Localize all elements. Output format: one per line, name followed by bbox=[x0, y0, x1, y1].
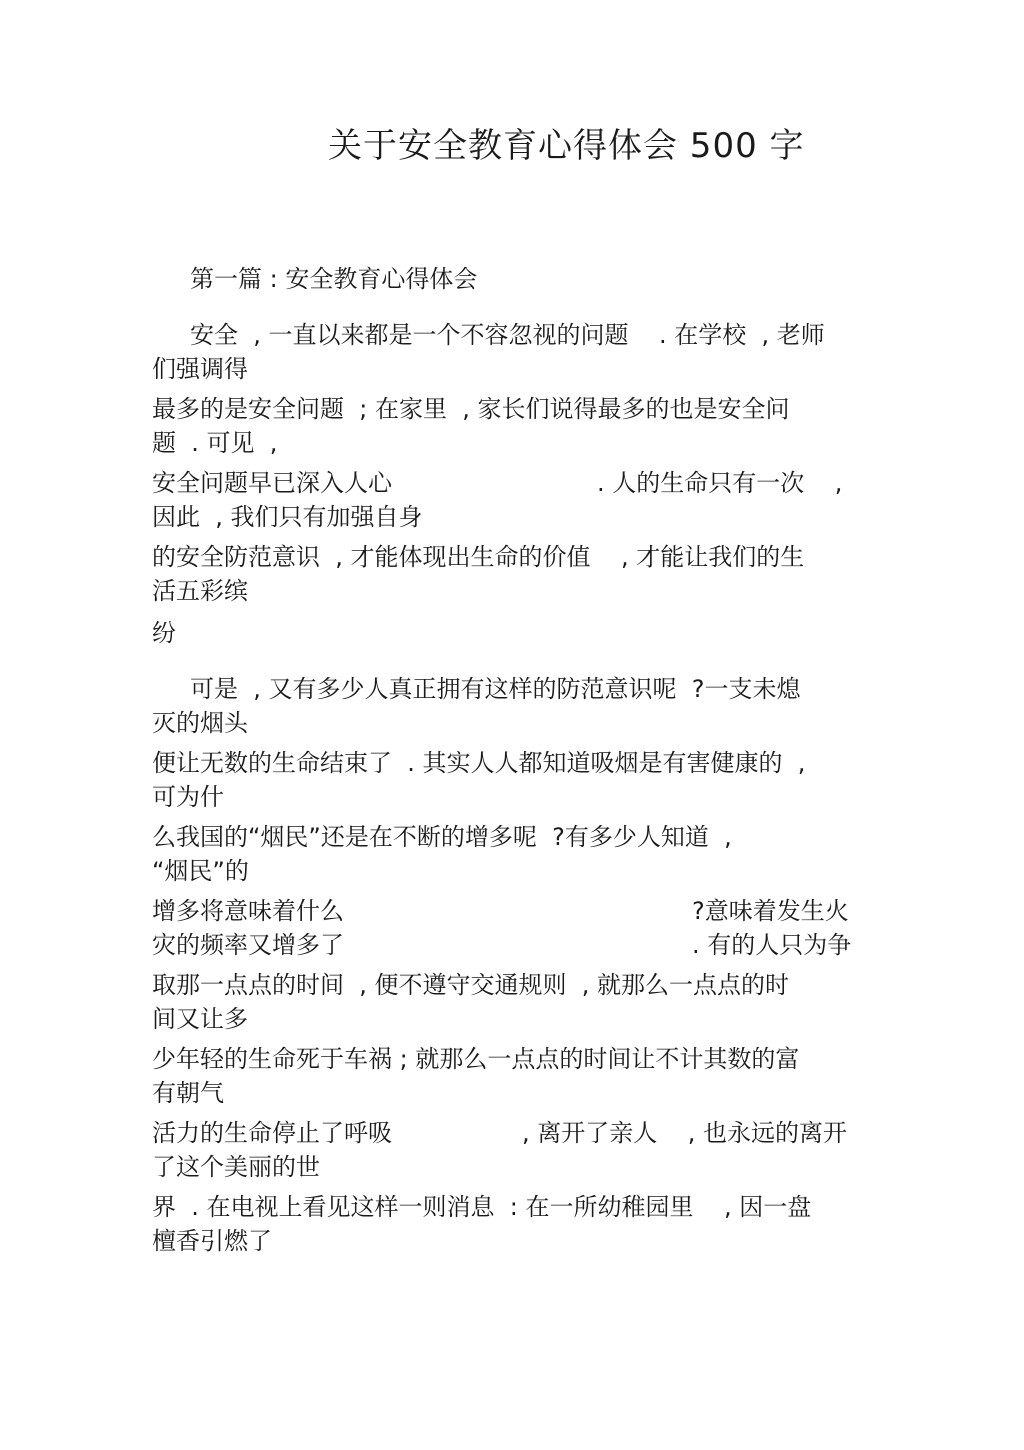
paragraph-line: 么我国的“烟民”还是在不断的增多呢 ?有多少人知道 , bbox=[152, 823, 732, 851]
paragraph-line: 了这个美丽的世 bbox=[152, 1153, 320, 1181]
paragraph-line: 界 . 在电视上看见这样一则消息 : 在一所幼稚园里 , 因一盘 bbox=[152, 1193, 812, 1221]
paragraph-line: 因此 , 我们只有加强自身 bbox=[152, 503, 423, 531]
paragraph-line-fragment: , 离开了亲人 , 也永远的离开 bbox=[522, 1119, 848, 1147]
paragraph-line: 灾的频率又增多了 bbox=[152, 931, 344, 959]
paragraph-line: 灭的烟头 bbox=[152, 709, 248, 737]
paragraph-line: 檀香引燃了 bbox=[152, 1227, 272, 1255]
paragraph-line: 间又让多 bbox=[152, 1005, 248, 1033]
paragraph-line: 活力的生命停止了呼吸 bbox=[152, 1119, 392, 1147]
paragraph-line: 题 . 可见 , bbox=[152, 429, 278, 457]
paragraph-line: 可为什 bbox=[152, 783, 224, 811]
paragraph-line: 的安全防范意识 , 才能体现出生命的价值 , 才能让我们的生 bbox=[152, 543, 805, 571]
paragraph-line: “烟民”的 bbox=[152, 857, 249, 885]
paragraph-line: 安全 , 一直以来都是一个不容忽视的问题 . 在学校 , 老师 bbox=[190, 321, 825, 349]
paragraph-line: 取那一点点的时间 , 便不遵守交通规则 , 就那么一点点的时 bbox=[152, 971, 790, 999]
paragraph-line-fragment: . 人的生命只有一次 , bbox=[597, 469, 843, 497]
paragraph-line: 活五彩缤 bbox=[152, 577, 248, 605]
paragraph-line: 增多将意味着什么 bbox=[152, 897, 344, 925]
paragraph-line: 们强调得 bbox=[152, 355, 248, 383]
paragraph-line: 少年轻的生命死于车祸 ; 就那么一点点的时间让不计其数的富 bbox=[152, 1045, 800, 1073]
paragraph-line-fragment: ?意味着发生火 bbox=[692, 897, 849, 925]
paragraph-line: 可是 , 又有多少人真正拥有这样的防范意识呢 ?一支未熄 bbox=[190, 675, 801, 703]
document-title: 关于安全教育心得体会 500 字 bbox=[328, 126, 805, 166]
paragraph-line: 安全问题早已深入人心 bbox=[152, 469, 392, 497]
paragraph-line: 最多的是安全问题 ; 在家里 , 家长们说得最多的也是安全问 bbox=[152, 395, 790, 423]
paragraph-line: 纷 bbox=[152, 619, 176, 647]
paragraph-line: 便让无数的生命结束了 . 其实人人都知道吸烟是有害健康的 , bbox=[152, 749, 806, 777]
paragraph-line: 有朝气 bbox=[152, 1079, 224, 1107]
section-heading: 第一篇 : 安全教育心得体会 bbox=[190, 265, 478, 293]
paragraph-line-fragment: . 有的人只为争 bbox=[692, 931, 852, 959]
